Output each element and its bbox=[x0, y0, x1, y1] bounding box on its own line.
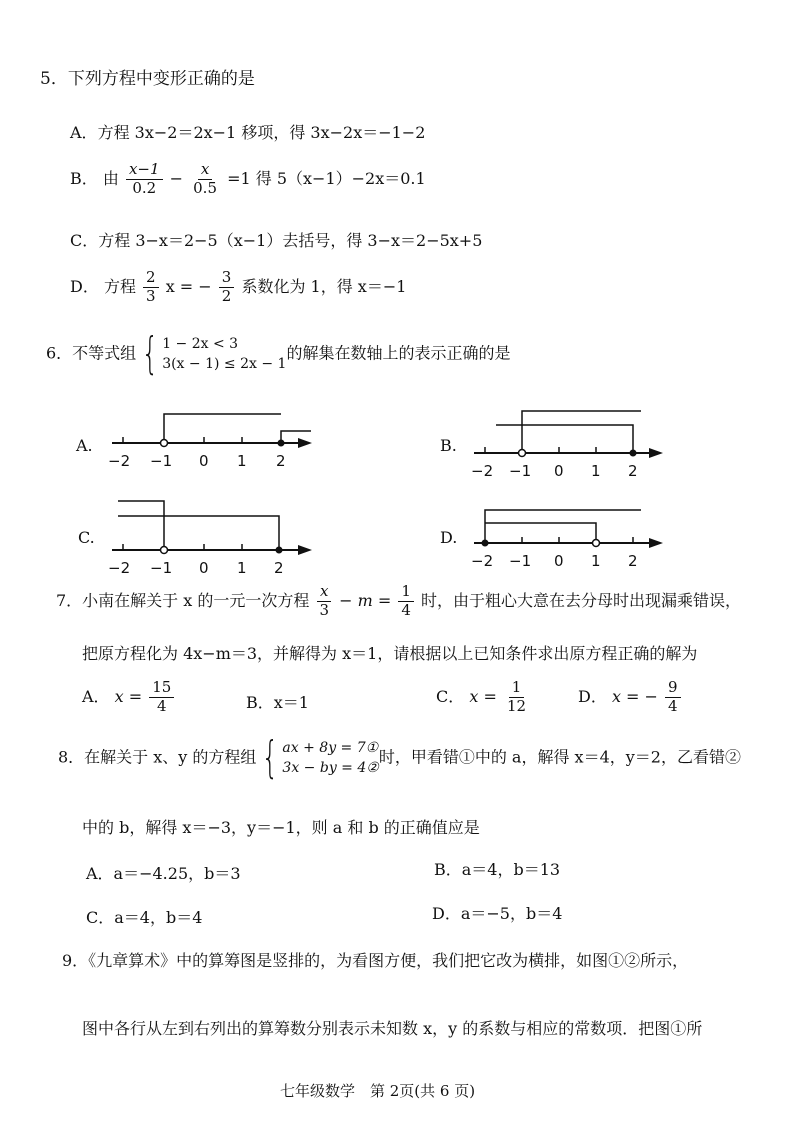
q5-d-post: 系数化为 1，得 x＝−1 bbox=[241, 276, 407, 296]
q6-b-solid-dot bbox=[630, 450, 637, 457]
q7-b-label: B． bbox=[246, 693, 274, 712]
tick: 2 bbox=[276, 452, 286, 470]
q7-a-fraction: $\frac{15}{4}$ bbox=[149, 680, 174, 715]
q6-brace: { bbox=[141, 328, 159, 379]
q6-post: 的解集在数轴上的表示正确的是 bbox=[286, 343, 511, 363]
q8-option-a: A．a＝−4.25，b＝3 bbox=[86, 864, 241, 883]
tick: 1 bbox=[591, 462, 601, 480]
q9-line1: 9．《九章算术》中的算筹图是竖排的，为看图方便，我们把它改为横排，如图①②所示， bbox=[62, 951, 689, 970]
tick: 0 bbox=[554, 552, 564, 570]
q5-b-fraction-2: $\frac{x}{0.5}$ bbox=[193, 160, 217, 197]
tick: 2 bbox=[274, 559, 284, 577]
q7-c-pre: x = bbox=[469, 686, 497, 706]
q8-line1 bbox=[58, 732, 741, 783]
q9-line2: 图中各行从左到右列出的算筹数分别表示未知数 x，y 的系数与相应的常数项．把图①所 bbox=[82, 1019, 703, 1038]
tick: −2 bbox=[471, 552, 494, 570]
q7-option-d bbox=[578, 680, 683, 715]
tick: −1 bbox=[509, 552, 532, 570]
q5-c-label: C． bbox=[70, 231, 99, 250]
q5-d-fraction-1: $\frac{2}{3}$ bbox=[143, 270, 159, 305]
q5-b-post: =1 得 5（x−1）−2x＝0.1 bbox=[227, 168, 426, 188]
q7-b-text: x＝1 bbox=[273, 693, 309, 712]
tick: −1 bbox=[509, 462, 532, 480]
q8-option-c: C．a＝4，b＝4 bbox=[86, 908, 203, 927]
q6-axis-a bbox=[108, 414, 312, 470]
tick: 2 bbox=[628, 552, 638, 570]
tick: −1 bbox=[150, 452, 173, 470]
q8-eq2: 3x − by = 4② bbox=[282, 760, 379, 776]
q7-option-c bbox=[436, 680, 531, 715]
q5-option-b bbox=[70, 162, 426, 197]
q5-b-minus: − bbox=[169, 168, 184, 188]
q7-line2: 把原方程化为 4x−m＝3，并解得为 x＝1，请根据以上已知条件求出原方程正确的解为 bbox=[82, 644, 698, 663]
q6-axis-c bbox=[108, 501, 312, 577]
tick: 1 bbox=[591, 552, 601, 570]
tick: 0 bbox=[199, 452, 209, 470]
q5-b-fraction-1: $\frac{x-1}{0.2}$ bbox=[126, 162, 163, 197]
q7-c-fraction: $\frac{1}{12}$ bbox=[506, 678, 527, 715]
q5-d-label: D． bbox=[70, 276, 99, 296]
q7-d-fraction: $\frac{9}{4}$ bbox=[665, 680, 681, 715]
q6-line1: 1 − 2x < 3 bbox=[162, 336, 239, 352]
q7-option-a bbox=[82, 680, 176, 715]
q5-d-fraction-2: $\frac{3}{2}$ bbox=[219, 270, 235, 305]
q7-fraction-1: $\frac{x}{3}$ bbox=[316, 584, 332, 619]
q8-eq1: ax + 8y = 7① bbox=[282, 740, 379, 756]
q6-stem bbox=[46, 328, 511, 379]
q7-c-label: C． bbox=[436, 686, 465, 706]
q5-b-label: B． bbox=[70, 168, 98, 188]
q7-fraction-2: $\frac{1}{4}$ bbox=[398, 584, 414, 619]
q8-option-b: B．a＝4，b＝13 bbox=[434, 860, 561, 879]
q6-label-d: D. bbox=[440, 528, 458, 547]
q7-a-pre: x = bbox=[114, 686, 143, 706]
q6-axis-d bbox=[471, 510, 663, 570]
q6-number-lines bbox=[0, 400, 794, 590]
tick: 1 bbox=[237, 452, 247, 470]
q6-a-open-dot bbox=[161, 440, 168, 447]
q7-post: 时，由于粗心大意在去分母时出现漏乘错误， bbox=[421, 590, 742, 610]
q6-system bbox=[162, 334, 286, 374]
q8-system bbox=[282, 738, 378, 778]
q8-post: 时，甲看错①中的 a，解得 x＝4，y＝2，乙看错② bbox=[378, 747, 741, 767]
q6-d-open-dot bbox=[593, 540, 600, 547]
q6-c-solid-dot bbox=[276, 547, 283, 554]
tick: 0 bbox=[554, 462, 564, 480]
tick: 1 bbox=[237, 559, 247, 577]
tick: 2 bbox=[628, 462, 638, 480]
q5-a-label: A． bbox=[70, 123, 98, 142]
page-footer: 七年级数学 第 2页(共 6 页) bbox=[280, 1082, 476, 1100]
q5-b-pre: 由 bbox=[102, 168, 119, 188]
q5-option-c bbox=[70, 228, 482, 251]
tick: −1 bbox=[150, 559, 173, 577]
q6-label-c: C. bbox=[78, 528, 95, 547]
q7-d-pre: x = − bbox=[611, 686, 658, 706]
q8-pre: 8．在解关于 x、y 的方程组 bbox=[58, 747, 257, 767]
q5-option-a bbox=[70, 120, 425, 143]
q6-d-solid-dot bbox=[482, 540, 489, 547]
tick: −2 bbox=[471, 462, 494, 480]
q6-label-a: A. bbox=[76, 436, 93, 455]
q6-num: 6．不等式组 bbox=[46, 343, 137, 363]
tick: −2 bbox=[108, 559, 131, 577]
q8-brace: { bbox=[262, 732, 279, 783]
tick: −2 bbox=[108, 452, 131, 470]
q5-option-d bbox=[70, 270, 406, 305]
q7-option-b bbox=[246, 690, 309, 713]
q8-option-d: D．a＝−5，b＝4 bbox=[432, 904, 563, 923]
q7-d-label: D． bbox=[578, 686, 607, 706]
q7-mid: − m = bbox=[339, 590, 392, 610]
q7-line1 bbox=[56, 584, 741, 619]
q6-axis-b bbox=[471, 411, 663, 480]
q5-c-text: 方程 3−x＝2−5（x−1）去括号，得 3−x＝2−5x+5 bbox=[98, 231, 483, 250]
q6-b-open-dot bbox=[519, 450, 526, 457]
q5-stem: 5．下列方程中变形正确的是 bbox=[40, 69, 255, 89]
q7-a-label: A． bbox=[82, 686, 110, 706]
q5-a-text: 方程 3x−2＝2x−1 移项，得 3x−2x＝−1−2 bbox=[97, 123, 426, 142]
q5-d-pre: 方程 bbox=[103, 276, 136, 296]
q6-a-solid-dot bbox=[278, 440, 285, 447]
q5-d-mid: x = − bbox=[165, 276, 212, 296]
q8-line2: 中的 b，解得 x＝−3，y＝−1，则 a 和 b 的正确值应是 bbox=[82, 818, 480, 837]
tick: 0 bbox=[199, 559, 209, 577]
q6-label-b: B. bbox=[440, 436, 457, 455]
q7-pre: 7．小南在解关于 x 的一元一次方程 bbox=[56, 590, 310, 610]
q6-line2: 3(x − 1) ≤ 2x − 1 bbox=[162, 356, 287, 372]
q6-c-open-dot bbox=[161, 547, 168, 554]
